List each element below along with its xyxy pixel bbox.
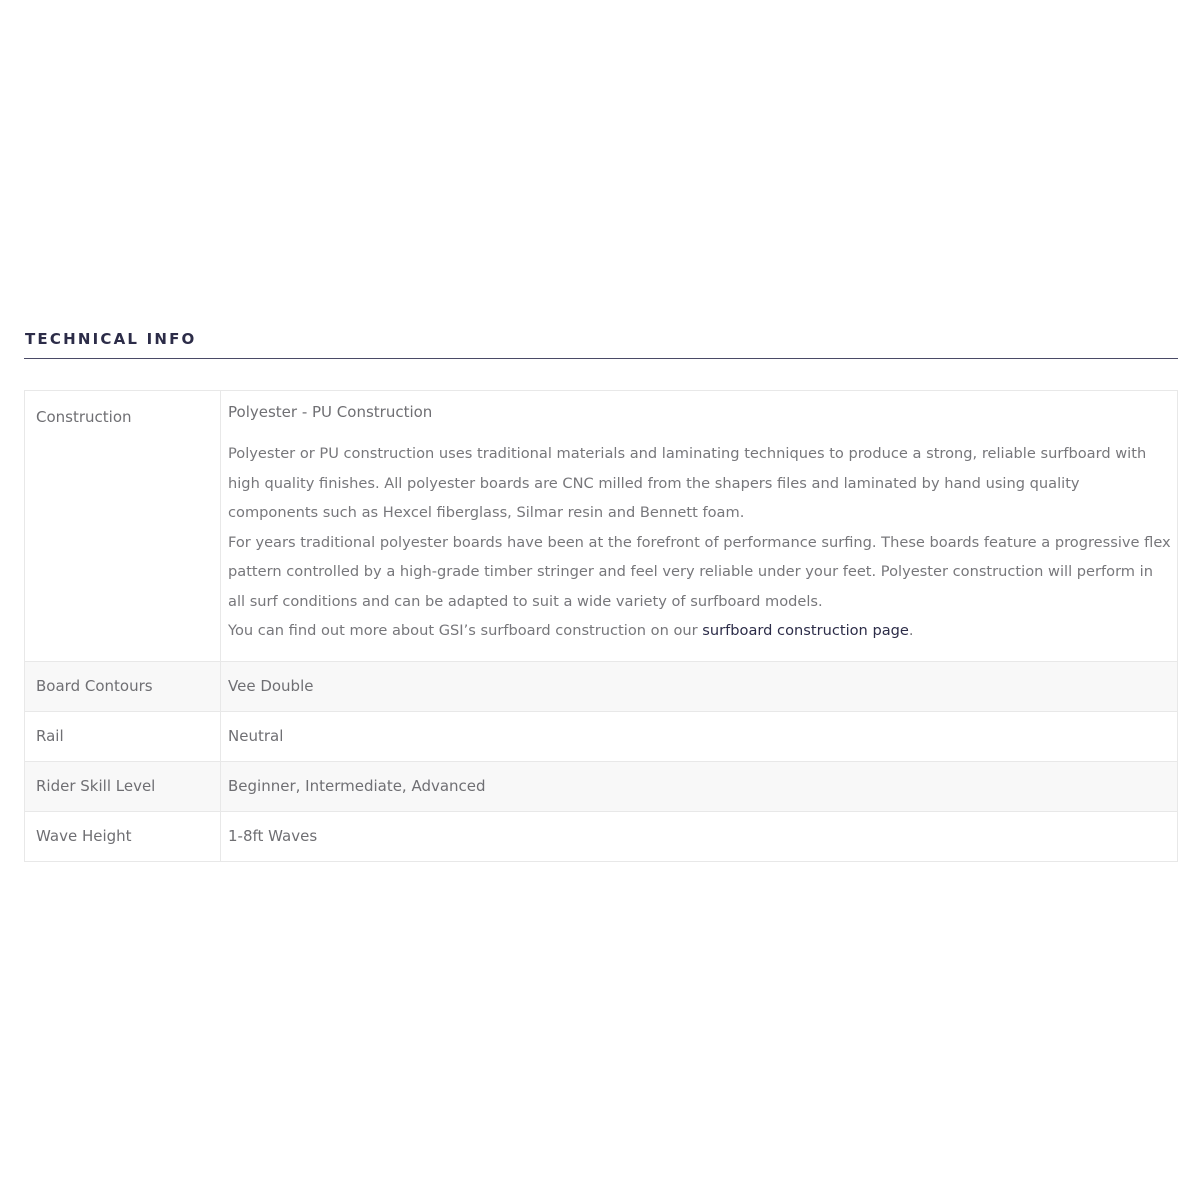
table-row-wave-height — [25, 811, 1178, 861]
spec-value-wave-height: 1-8ft Waves — [221, 811, 1178, 861]
spec-value-rider-skill-level: Beginner, Intermediate, Advanced — [221, 761, 1178, 811]
surfboard-construction-link[interactable]: surfboard construction page — [702, 622, 909, 639]
spec-table — [24, 390, 1178, 862]
spec-value-board-contours: Vee Double — [221, 661, 1178, 711]
spec-value-construction — [221, 391, 1178, 662]
construction-title: Polyester - PU Construction — [228, 403, 433, 421]
construction-paragraph-3-suffix: . — [908, 622, 914, 639]
spec-label-wave-height: Wave Height — [25, 811, 221, 861]
construction-paragraph-2: For years traditional polyester boards have been at the forefront of performance surfing. These boards feature a progressive flex pattern controlled by a high-grade timber stringer and feel very reliable under your feet. Polyester construction will perform in all surf conditions and can be adapted to suit a wide variety of surfboard models. — [228, 533, 1171, 610]
technical-info-section — [24, 328, 1178, 862]
table-row-rider-skill-level — [25, 761, 1178, 811]
section-title: TECHNICAL INFO — [25, 330, 197, 348]
construction-description — [228, 439, 1171, 646]
construction-paragraph-3 — [228, 616, 1171, 646]
spec-label-rider-skill-level: Rider Skill Level — [25, 761, 221, 811]
section-divider — [24, 358, 1178, 359]
spec-label-construction: Construction — [25, 391, 221, 662]
spec-label-rail: Rail — [25, 711, 221, 761]
table-row-construction — [25, 391, 1178, 662]
spec-label-board-contours: Board Contours — [25, 661, 221, 711]
table-row-board-contours — [25, 661, 1178, 711]
construction-paragraph-3-prefix: You can find out more about GSI’s surfboard construction on our — [228, 622, 703, 639]
table-row-rail — [25, 711, 1178, 761]
construction-paragraph-1: Polyester or PU construction uses traditional materials and laminating techniques to produce a strong, reliable surfboard with high quality finishes. All polyester boards are CNC milled from the shapers files and laminated by hand using quality components such as Hexcel fiberglass, Silmar resin and Bennett foam. — [228, 445, 1147, 521]
spec-value-rail: Neutral — [221, 711, 1178, 761]
